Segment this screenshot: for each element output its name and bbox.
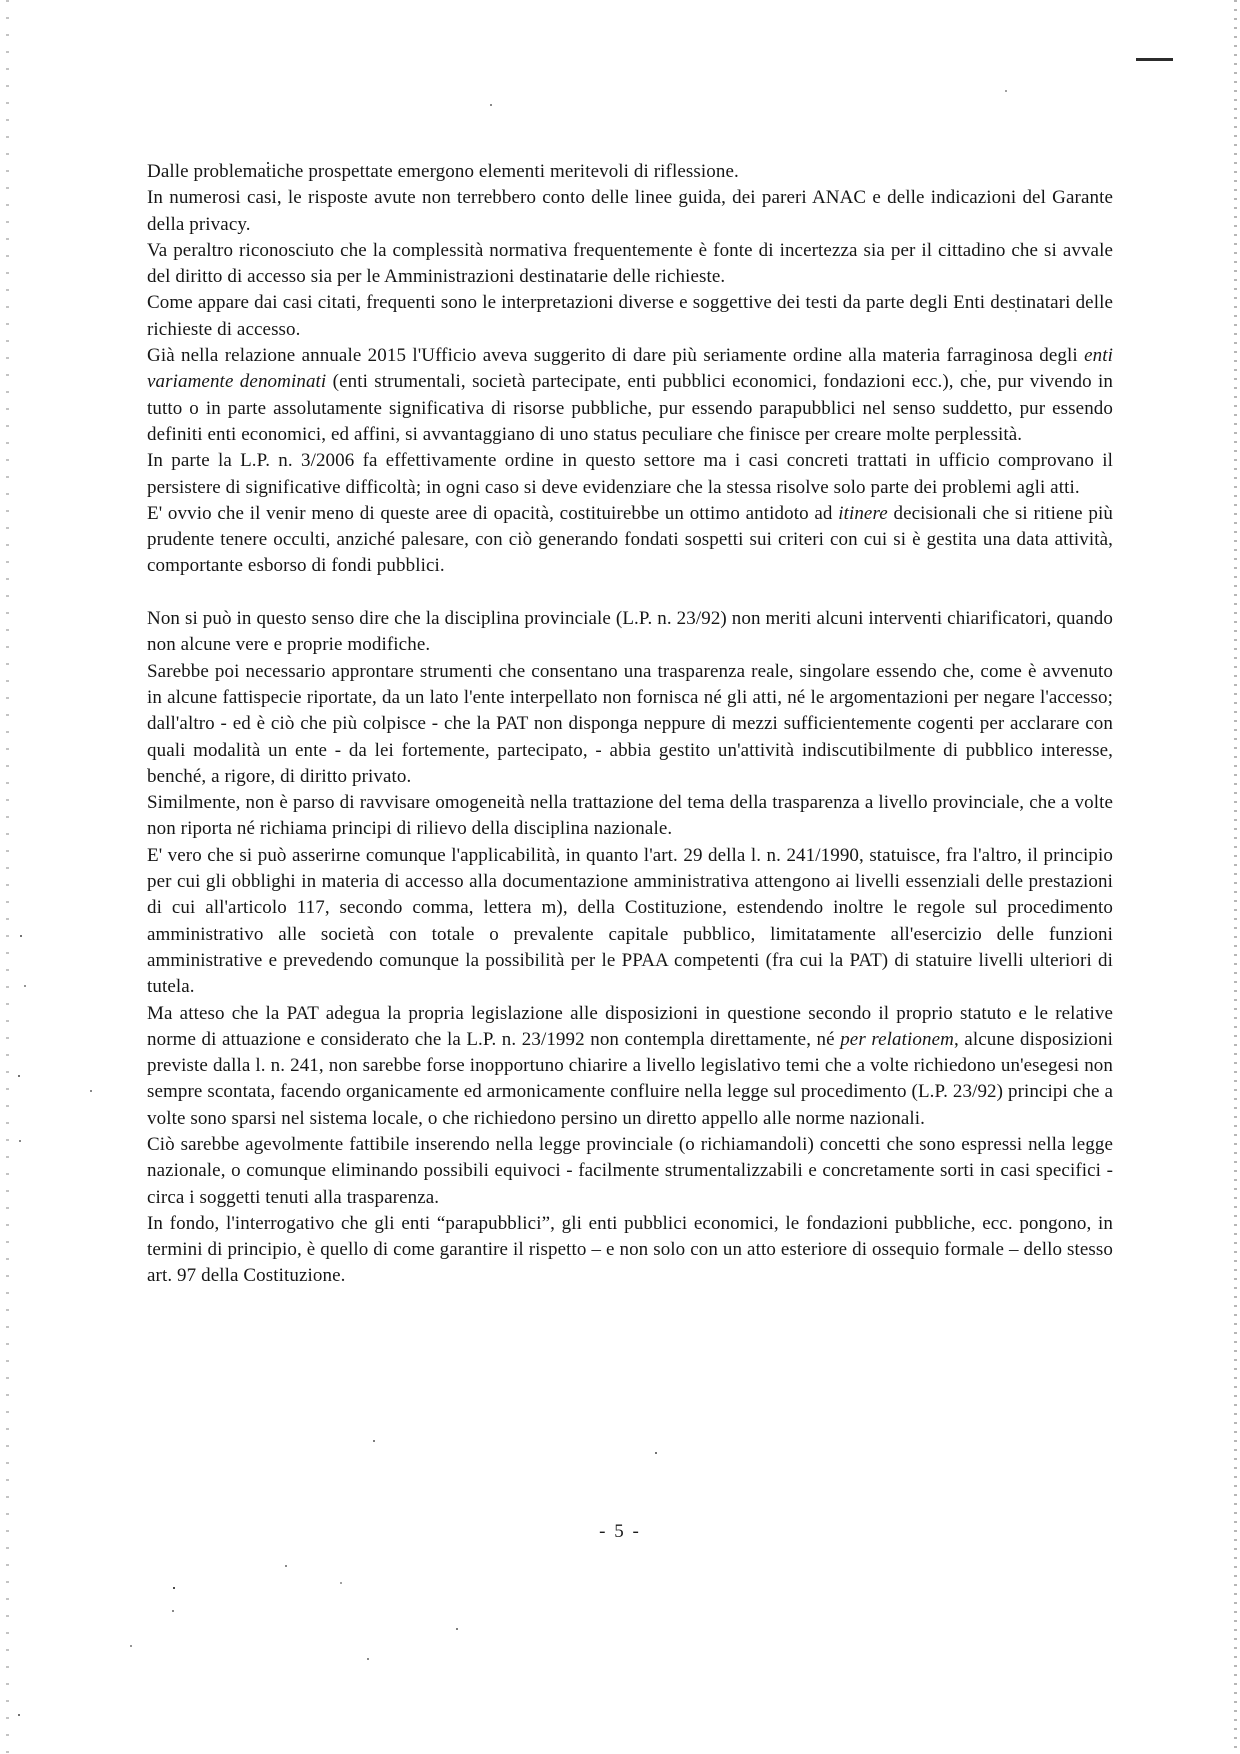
text-run: Non si può in questo senso dire che la disciplina provinciale (L.P. n. 23/92) non meriti alcuni interventi chiarificatori, quando non alcune vere e proprie modifiche. (147, 608, 1113, 656)
top-right-dash-mark (1136, 58, 1173, 61)
paragraph (147, 606, 1113, 659)
page-number: - 5 - (599, 1521, 641, 1542)
text-run: E' vero che si può asserirne comunque l'applicabilità, in quanto l'art. 29 della l. n. 241/1990, statuisce, fra l'altro, il principio per cui gli obblighi in materia di accesso alla documentazione amministrativa attengono ai livelli essenziali delle prestazioni di cui all'articolo 117, secondo comma, lettera m), della Costituzione, estendendo inoltre le regole sul procedimento amministrativo alle società con totale o prevalente capitale pubblico, limitatamente all'esercizio delle funzioni amministrative e prevedendo comunque la possibilità per le PPAA competenti (fra cui la PAT) di statuire livelli ulteriori di tutela. (147, 844, 1113, 998)
paragraph (147, 1211, 1113, 1290)
paragraph (147, 159, 1113, 185)
text-run: Ma atteso che la PAT adegua la propria legislazione alle disposizioni in questione secondo il proprio statuto e le relative norme di attuazione e considerato che la L.P. n. 23/1992 non contempla direttamente, né (147, 1002, 1113, 1050)
text-run: (enti strumentali, società partecipate, enti pubblici economici, fondazioni ecc.), che, pur vivendo in tutto o in parte assolutamente significativa di risorse pubbliche, pur essendo parapubblici nel senso suddetto, pur essendo definiti enti economici, ed affini, si avvantaggiano di uno status peculiare che finisce per creare molte perplessità. (147, 371, 1113, 445)
paragraph (147, 790, 1113, 843)
text-run: In fondo, l'interrogativo che gli enti “parapubblici”, gli enti pubblici economici, le fondazioni pubbliche, ecc. pongono, in termini di principio, è quello di come garantire il rispetto – e non solo con un atto esteriore di ossequio formale – dello stesso art. 97 della Costituzione. (147, 1212, 1113, 1287)
text-run: Come appare dai casi citati, frequenti sono le interpretazioni diverse e soggettive dei testi da parte degli Enti destinatari delle richieste di accesso. (147, 292, 1113, 340)
text-run: Ciò sarebbe agevolmente fattibile inserendo nella legge provinciale (o richiamandoli) concetti che sono espressi nella legge nazionale, o comunque eliminando possibili equivoci - facilmente strumentalizzabili e concretamente sorti in casi specifici - circa i soggetti tenuti alla trasparenza. (147, 1133, 1113, 1208)
text-run: Va peraltro riconosciuto che la complessità normativa frequentemente è fonte di incertezza sia per il cittadino che si avvale del diritto di accesso sia per le Amministrazioni destinatarie delle richieste. (147, 239, 1113, 288)
text-run: Già nella relazione annuale 2015 l'Ufficio aveva suggerito di dare più seriamente ordine alla materia farraginosa degli (147, 345, 1085, 367)
text-run: Dalle problematiche prospettate emergono elementi meritevoli di riflessione. (147, 161, 739, 182)
italic-run: itinere (838, 502, 888, 524)
italic-run: per relationem (840, 1028, 954, 1050)
paragraph (147, 659, 1113, 790)
paragraph (147, 238, 1113, 291)
paragraph (147, 1001, 1113, 1132)
paragraph (147, 185, 1113, 238)
right-edge-scan-noise (1234, 0, 1237, 1754)
text-run: Similmente, non è parso di ravvisare omogeneità nella trattazione del tema della trasparenza a livello provinciale, che a volte non riporta né richiama principi di rilievo della disciplina nazionale. (147, 792, 1113, 840)
text-run: , alcune disposizioni previste dalla l. n. 241, non sarebbe forse inopportuno chiarire a livello legislativo temi che a volte richiedono un'esegesi non sempre scontata, facendo organicamente ed armonicamente confluire nella legge sul procedimento (L.P. 23/92) principi che a volte sono sparsi nel sistema locale, o che richiedono persino un diretto appello alle norme nazionali. (147, 1028, 1114, 1129)
scan-speckles (0, 0, 2, 2)
text-run: E' ovvio che il venir meno di queste aree di opacità, costituirebbe un ottimo antidoto ad (147, 502, 839, 524)
text-run: In parte la L.P. n. 3/2006 fa effettivamente ordine in questo settore ma i casi concreti trattati in ufficio comprovano il persistere di significative difficoltà; in ogni caso si deve evidenziare che la stessa risolve solo parte dei problemi agli atti. (147, 450, 1113, 498)
paragraph (147, 290, 1113, 343)
paragraph (147, 1132, 1113, 1211)
paragraph (147, 843, 1113, 1001)
text-run: decisionali che si ritiene più prudente tenere occulti, anziché palesare, con ciò generando fondati sospetti sui criteri con cui si è gestita una data attività, comportante esborso di fondi pubblici. (147, 502, 1113, 577)
left-edge-scan-noise (6, 0, 9, 1754)
italic-run: enti variamente denominati (147, 345, 1113, 393)
text-run: In numerosi casi, le risposte avute non terrebbero conto delle linee guida, dei pareri ANAC e delle indicazioni del Garante della privacy. (147, 187, 1113, 235)
document-body (147, 159, 1113, 1290)
paragraph (147, 343, 1113, 448)
paragraph (147, 448, 1113, 501)
text-run: Sarebbe poi necessario approntare strumenti che consentano una trasparenza reale, singolare essendo che, come è avvenuto in alcune fattispecie riportate, da un lato l'ente interpellato non fornisca né gli atti, né le argomentazioni per negare l'accesso; dall'altro - ed è ciò che più colpisce - che la PAT non disponga neppure di mezzi sufficientemente cogenti per acclarare con quali modalità un ente - da lei fortemente, partecipato, - abbia gestito un'attività indiscutibilmente di pubblico interesse, benché, a rigore, di diritto privato. (147, 660, 1113, 787)
paragraph (147, 501, 1113, 580)
